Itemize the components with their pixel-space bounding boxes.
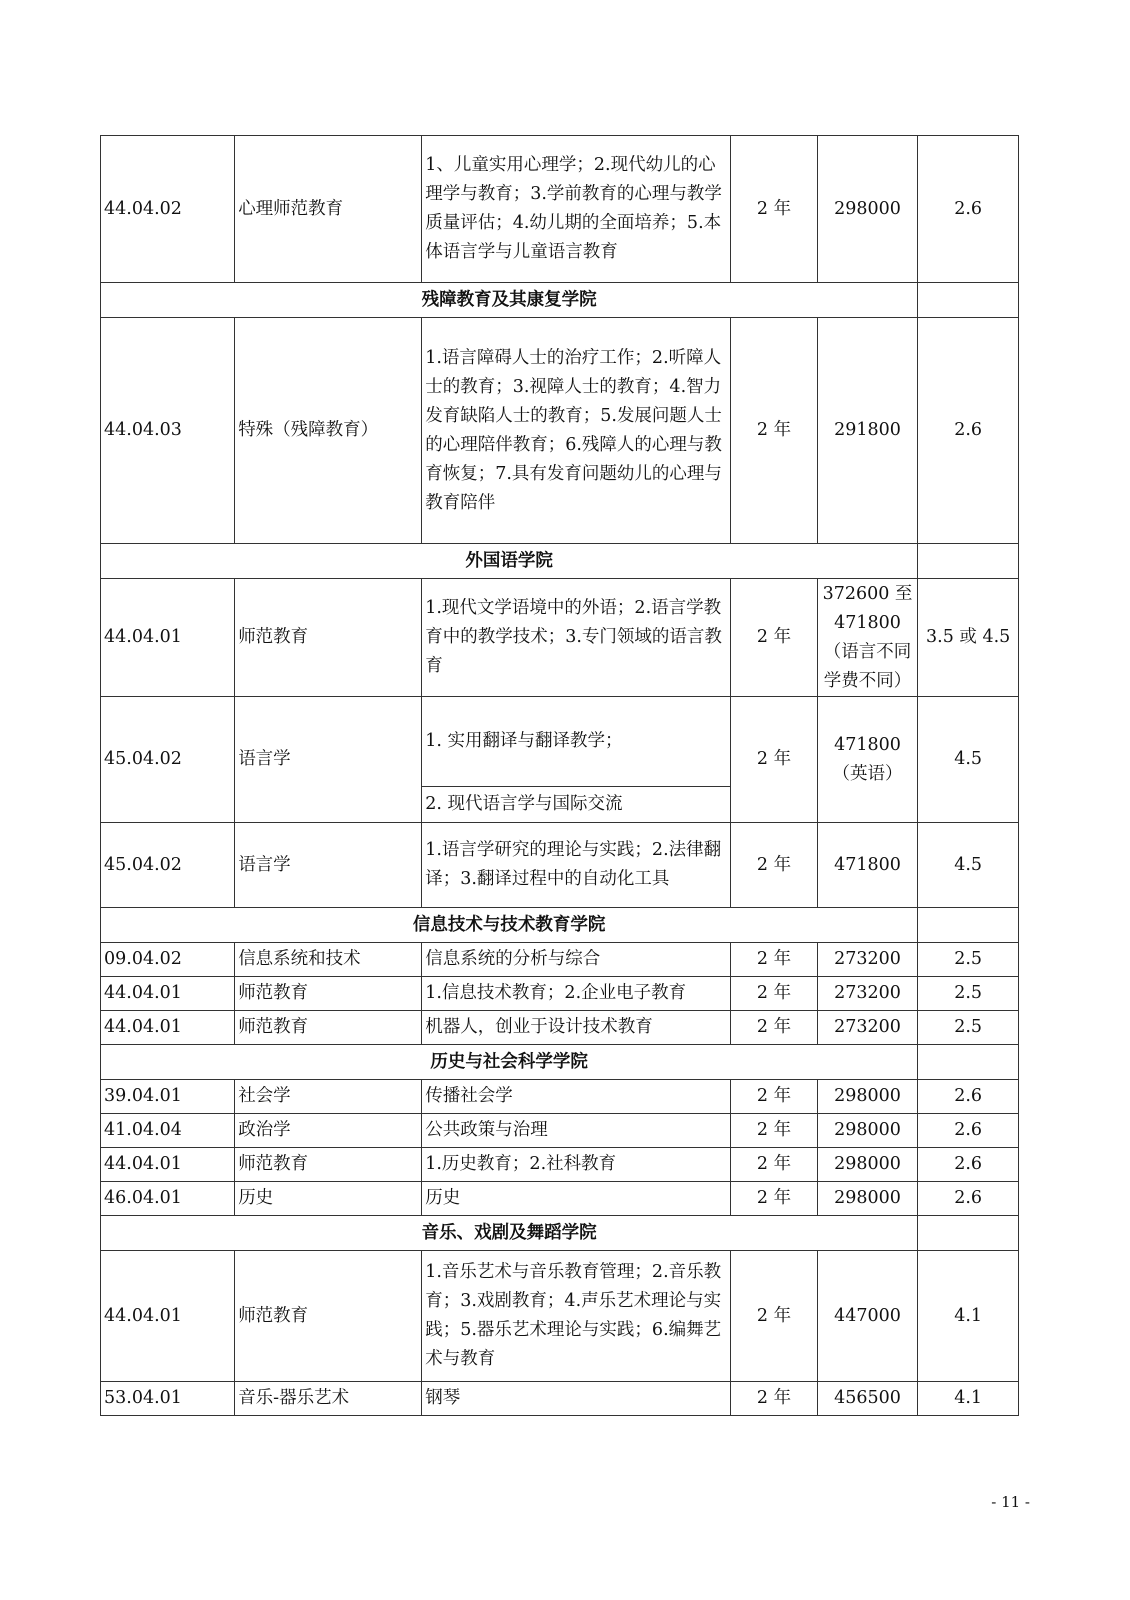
programs-table (100, 135, 1019, 1416)
program-name: 语言学 (235, 823, 422, 908)
program-duration: 2 年 (731, 318, 817, 544)
program-fee: 298000 (817, 1114, 918, 1148)
program-coefficient: 4.1 (918, 1382, 1019, 1416)
program-duration: 2 年 (731, 697, 817, 823)
faculty-name: 音乐、戏剧及舞蹈学院 (101, 1216, 918, 1251)
program-fee: 298000 (817, 1148, 918, 1182)
program-name: 师范教育 (235, 579, 422, 697)
program-name: 社会学 (235, 1080, 422, 1114)
program-focus: 1.音乐艺术与音乐教育管理；2.音乐教育；3.戏剧教育；4.声乐艺术理论与实践；5.器乐艺术理论与实践；6.编舞艺术与教育 (422, 1251, 731, 1382)
program-fee: 372600 至 471800（语言不同学费不同） (817, 579, 918, 697)
program-focus: 传播社会学 (422, 1080, 731, 1114)
program-duration: 2 年 (731, 823, 817, 908)
program-name: 师范教育 (235, 1148, 422, 1182)
program-fee: 471800 (817, 823, 918, 908)
table-row (101, 1251, 1019, 1382)
faculty-name: 信息技术与技术教育学院 (101, 908, 918, 943)
program-name: 信息系统和技术 (235, 943, 422, 977)
program-name: 师范教育 (235, 977, 422, 1011)
table-row (101, 1148, 1019, 1182)
empty-cell (918, 1216, 1019, 1251)
program-duration: 2 年 (731, 943, 817, 977)
program-fee: 273200 (817, 977, 918, 1011)
program-focus: 1.历史教育；2.社科教育 (422, 1148, 731, 1182)
program-name: 师范教育 (235, 1251, 422, 1382)
program-fee: 273200 (817, 1011, 918, 1045)
program-duration: 2 年 (731, 1148, 817, 1182)
table-row (101, 1182, 1019, 1216)
program-code: 44.04.01 (101, 1148, 235, 1182)
program-duration: 2 年 (731, 977, 817, 1011)
faculty-header-row (101, 283, 1019, 318)
program-coefficient: 2.6 (918, 1114, 1019, 1148)
program-duration: 2 年 (731, 1251, 817, 1382)
program-coefficient: 2.5 (918, 977, 1019, 1011)
faculty-header-row (101, 544, 1019, 579)
program-code: 44.04.01 (101, 1251, 235, 1382)
program-code: 44.04.02 (101, 136, 235, 283)
table-row (101, 1114, 1019, 1148)
page-number: - 11 - (991, 1493, 1030, 1511)
program-code: 44.04.03 (101, 318, 235, 544)
program-focus: 2. 现代语言学与国际交流 (422, 787, 731, 823)
table-row (101, 136, 1019, 283)
program-coefficient: 3.5 或 4.5 (918, 579, 1019, 697)
program-name: 特殊（残障教育） (235, 318, 422, 544)
program-duration: 2 年 (731, 1382, 817, 1416)
program-coefficient: 2.5 (918, 943, 1019, 977)
program-name: 历史 (235, 1182, 422, 1216)
program-focus: 历史 (422, 1182, 731, 1216)
program-name: 政治学 (235, 1114, 422, 1148)
table-row (101, 318, 1019, 544)
program-duration: 2 年 (731, 1011, 817, 1045)
program-code: 53.04.01 (101, 1382, 235, 1416)
program-focus: 1、儿童实用心理学；2.现代幼儿的心理学与教育；3.学前教育的心理与教学质量评估；4.幼儿期的全面培养；5.本体语言学与儿童语言教育 (422, 136, 731, 283)
program-code: 41.04.04 (101, 1114, 235, 1148)
program-fee: 273200 (817, 943, 918, 977)
program-duration: 2 年 (731, 1182, 817, 1216)
program-coefficient: 2.6 (918, 1080, 1019, 1114)
table-row (101, 943, 1019, 977)
program-duration: 2 年 (731, 136, 817, 283)
table-row (101, 1382, 1019, 1416)
program-code: 39.04.01 (101, 1080, 235, 1114)
program-coefficient: 2.6 (918, 1182, 1019, 1216)
faculty-header-row (101, 908, 1019, 943)
program-focus: 钢琴 (422, 1382, 731, 1416)
empty-cell (918, 544, 1019, 579)
program-duration: 2 年 (731, 579, 817, 697)
empty-cell (918, 908, 1019, 943)
program-focus: 1. 实用翻译与翻译教学； (422, 697, 731, 787)
program-duration: 2 年 (731, 1080, 817, 1114)
program-focus: 1.语言学研究的理论与实践；2.法律翻译；3.翻译过程中的自动化工具 (422, 823, 731, 908)
program-fee: 471800（英语） (817, 697, 918, 823)
program-focus: 信息系统的分析与综合 (422, 943, 731, 977)
program-duration: 2 年 (731, 1114, 817, 1148)
program-fee: 447000 (817, 1251, 918, 1382)
program-code: 44.04.01 (101, 977, 235, 1011)
program-coefficient: 2.6 (918, 318, 1019, 544)
empty-cell (918, 1045, 1019, 1080)
table-row (101, 1011, 1019, 1045)
program-coefficient: 4.5 (918, 823, 1019, 908)
program-coefficient: 4.5 (918, 697, 1019, 823)
program-focus: 1.语言障碍人士的治疗工作；2.听障人士的教育；3.视障人士的教育；4.智力发育缺陷人士的教育；5.发展问题人士的心理陪伴教育；6.残障人的心理与教育恢复；7.具有发育问题幼儿的心理与教育陪伴 (422, 318, 731, 544)
program-code: 44.04.01 (101, 579, 235, 697)
program-focus: 1.现代文学语境中的外语；2.语言学教育中的教学技术；3.专门领域的语言教育 (422, 579, 731, 697)
program-fee: 298000 (817, 1182, 918, 1216)
table-row (101, 579, 1019, 697)
faculty-name: 残障教育及其康复学院 (101, 283, 918, 318)
program-name: 心理师范教育 (235, 136, 422, 283)
program-coefficient: 2.6 (918, 1148, 1019, 1182)
program-code: 46.04.01 (101, 1182, 235, 1216)
program-name: 师范教育 (235, 1011, 422, 1045)
program-code: 45.04.02 (101, 697, 235, 823)
table-row (101, 977, 1019, 1011)
table-row (101, 823, 1019, 908)
empty-cell (918, 283, 1019, 318)
program-coefficient: 2.5 (918, 1011, 1019, 1045)
program-focus: 1.信息技术教育；2.企业电子教育 (422, 977, 731, 1011)
faculty-name: 历史与社会科学学院 (101, 1045, 918, 1080)
table-row (101, 1080, 1019, 1114)
program-fee: 298000 (817, 136, 918, 283)
program-code: 45.04.02 (101, 823, 235, 908)
program-fee: 456500 (817, 1382, 918, 1416)
program-code: 09.04.02 (101, 943, 235, 977)
program-name: 语言学 (235, 697, 422, 823)
program-fee: 298000 (817, 1080, 918, 1114)
program-code: 44.04.01 (101, 1011, 235, 1045)
program-fee: 291800 (817, 318, 918, 544)
program-coefficient: 4.1 (918, 1251, 1019, 1382)
table-row (101, 697, 1019, 787)
program-focus: 公共政策与治理 (422, 1114, 731, 1148)
faculty-header-row (101, 1045, 1019, 1080)
faculty-header-row (101, 1216, 1019, 1251)
program-focus: 机器人，创业于设计技术教育 (422, 1011, 731, 1045)
faculty-name: 外国语学院 (101, 544, 918, 579)
program-name: 音乐-器乐艺术 (235, 1382, 422, 1416)
program-coefficient: 2.6 (918, 136, 1019, 283)
